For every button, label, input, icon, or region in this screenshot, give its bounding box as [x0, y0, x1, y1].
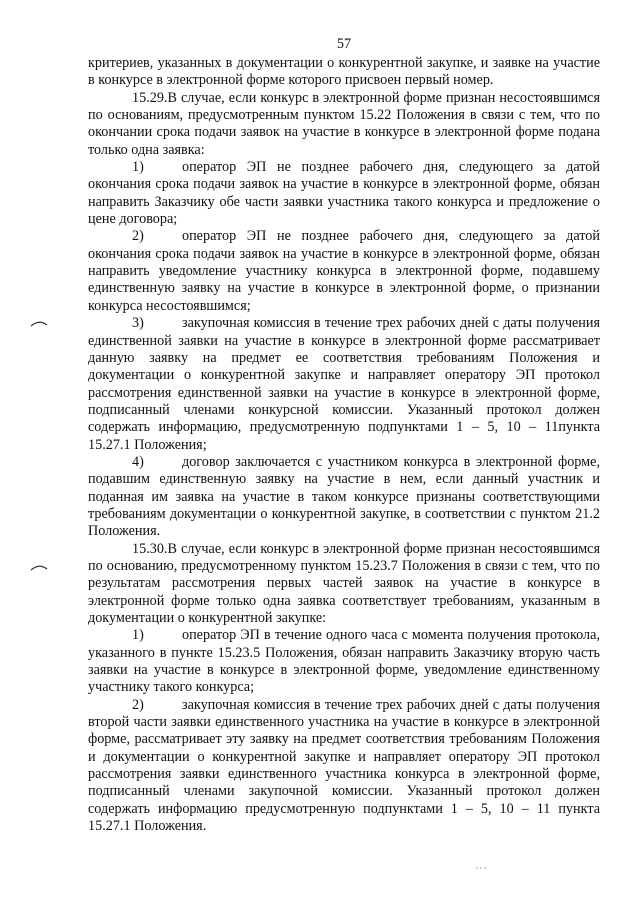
item-text: оператор ЭП не позднее рабочего дня, следующего за датой окончания срока подачи заявок на участие в конкурсе в электронной форме, обязан направить Заказчику обе части заявки участника такого конкурса и предложение о цене договора;: [88, 159, 600, 228]
section-15-30: [88, 541, 600, 628]
item-text: договор заключается с участником конкурса в электронной форме, подавшим единственную заявку на участие в нем, если данный участник и поданная им заявка на участие в таком конкурсе признаны соответствующими требованиям документации о конкурентной закупке, в соответствии с пунктом 21.2 Положения.: [88, 453, 600, 540]
document-page: [88, 36, 600, 835]
margin-hole-mark: [30, 562, 48, 572]
item-text: оператор ЭП в течение одного часа с момента получения протокола, указанного в пункте 15.23.5 Положения, обязан направить Заказчику вторую часть заявки на участие в конкурсе в электронной форме, уведомление единственному участнику такого конкурса;: [88, 627, 600, 696]
item-text: закупочная комиссия в течение трех рабочих дней с даты получения единственной заявки на участие в конкурсе в электронной форме рассматривает данную заявку на предмет ее соответствия требованиям Положения и документации о конкурентной закупке и направляет оператору ЭП протокол рассмотрения единственной заявки на участие в конкурсе в электронной форме, подписанный членами конкурсной комиссии. Указанный протокол должен содержать информацию, предусмотренную подпунктами 1 – 5, 10 – 11пункта 15.27.1 Положения;: [88, 315, 600, 453]
paragraph-text: критериев, указанных в документации о конкурентной закупке, и заявке на участие в конкурсе в электронной форме которого присвоен первый номер.: [88, 55, 600, 89]
section-15-29: [88, 90, 600, 159]
scan-speck: [476, 856, 488, 858]
item-number: 2): [132, 696, 144, 713]
page-number: 57: [336, 36, 352, 52]
list-item: [88, 454, 600, 541]
paragraph-text: 15.29.В случае, если конкурс в электронной форме признан несостоявшимся по основаниям, предусмотренным пунктом 15.22 Положения в связи с тем, что по окончании срока подачи заявок на участие в конкурсе в электронной форме подана только одна заявка:: [88, 89, 600, 158]
list-item: [88, 228, 600, 315]
item-number: 1): [132, 159, 144, 176]
paragraph-text: 15.30.В случае, если конкурс в электронной форме признан несостоявшимся по основанию, предусмотренному пунктом 15.23.7 Положения в связи с тем, что по результатам рассмотрения первых частей заявок на участие в конкурсе в электронной форме только одна заявка соответствует требованиям, указанным в документации о конкурентной закупке:: [88, 540, 600, 626]
item-text: оператор ЭП не позднее рабочего дня, следующего за датой окончания срока подачи заявок на участие в конкурсе в электронной форме, обязан направить уведомление участнику конкурса в электронной форме, подавшему единственную заявку на участие в конкурсе в электронной форме, о признании конкурса несостоявшимся;: [88, 228, 600, 314]
list-item: [88, 697, 600, 836]
list-item: [88, 627, 600, 696]
margin-hole-mark: [30, 318, 48, 328]
item-text: закупочная комиссия в течение трех рабочих дней с даты получения второй части заявки единственного участника на участие в конкурсе в электронной форме, рассматривает эту заявку на предмет соответствия требованиям Положения и документации о конкурентной закупке и направляет оператору ЭП протокол рассмотрения заявки единственного участника конкурса в электронной форме, подписанный членами закупочной комиссии. Указанный протокол должен содержать информацию предусмотренную подпунктами 1 – 5, 10 – 11 пункта 15.27.1 Положения.: [88, 696, 600, 835]
item-number: 4): [132, 453, 144, 470]
item-number: 2): [132, 228, 144, 245]
item-number: 1): [132, 627, 144, 644]
item-number: 3): [132, 315, 144, 332]
list-item: [88, 159, 600, 228]
list-item: [88, 315, 600, 454]
paragraph-continuation: [88, 55, 600, 90]
